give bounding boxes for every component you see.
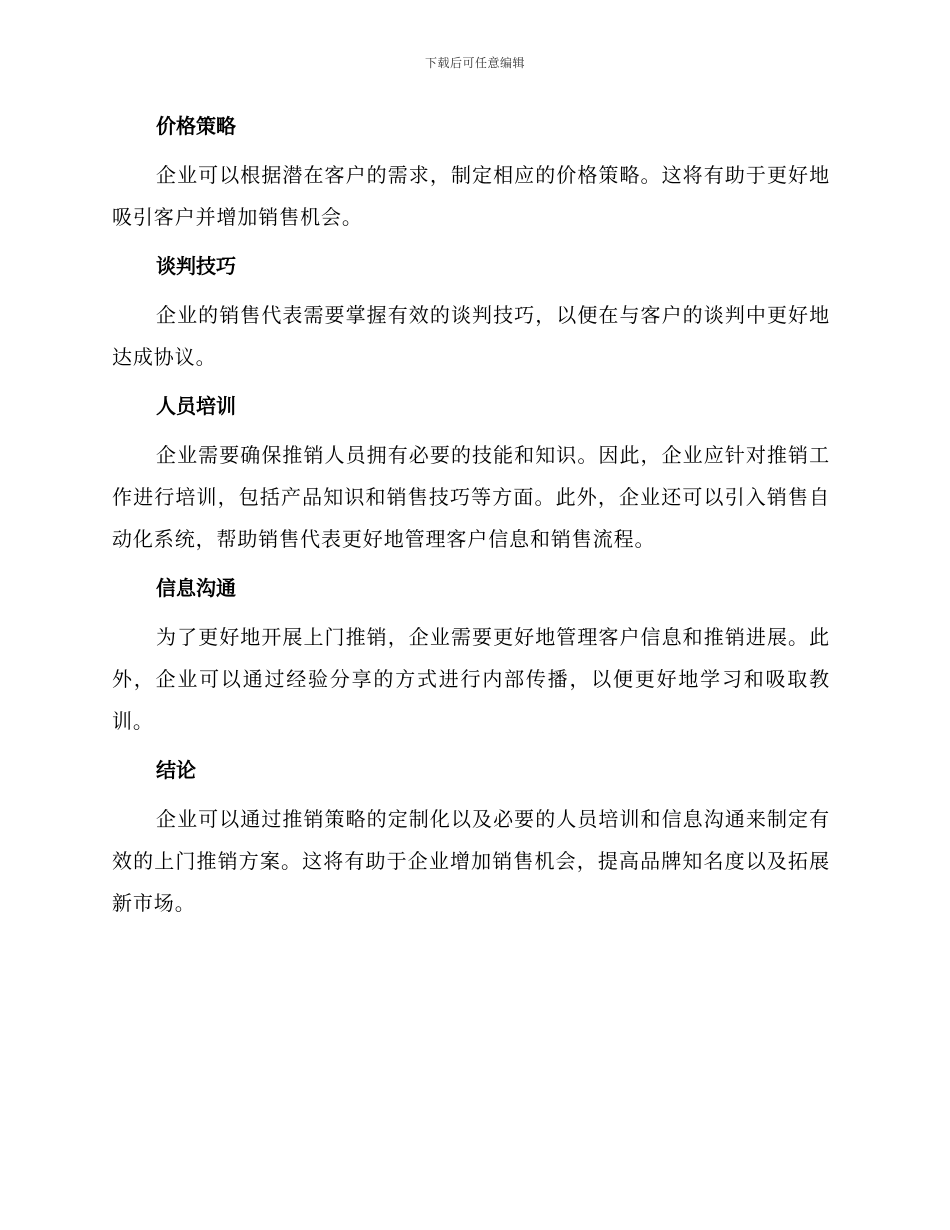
section-conclusion [112,754,830,924]
section-heading: 信息沟通 [156,576,236,600]
section-paragraph: 企业的销售代表需要掌握有效的谈判技巧，以便在与客户的谈判中更好地达成协议。 [112,303,830,369]
section-paragraph: 企业可以根据潜在客户的需求，制定相应的价格策略。这将有助于更好地吸引客户并增加销售机会。 [112,163,830,229]
document-body [112,110,830,936]
section-communication [112,572,830,742]
section-pricing-strategy [112,110,830,238]
section-heading: 结论 [156,758,196,782]
section-paragraph: 为了更好地开展上门推销，企业需要更好地管理客户信息和推销进展。此外，企业可以通过经验分享的方式进行内部传播，以便更好地学习和吸取教训。 [112,625,830,733]
page-header: 下载后可任意编辑 [424,56,525,70]
section-paragraph: 企业可以通过推销策略的定制化以及必要的人员培训和信息沟通来制定有效的上门推销方案。这将有助于企业增加销售机会，提高品牌知名度以及拓展新市场。 [112,807,830,915]
section-heading: 谈判技巧 [156,254,236,278]
section-paragraph: 企业需要确保推销人员拥有必要的技能和知识。因此，企业应针对推销工作进行培训，包括产品知识和销售技巧等方面。此外，企业还可以引入销售自动化系统，帮助销售代表更好地管理客户信息和销售流程。 [112,443,830,551]
section-heading: 价格策略 [156,114,236,138]
section-staff-training [112,390,830,560]
section-negotiation-skills [112,250,830,378]
section-heading: 人员培训 [156,394,236,418]
